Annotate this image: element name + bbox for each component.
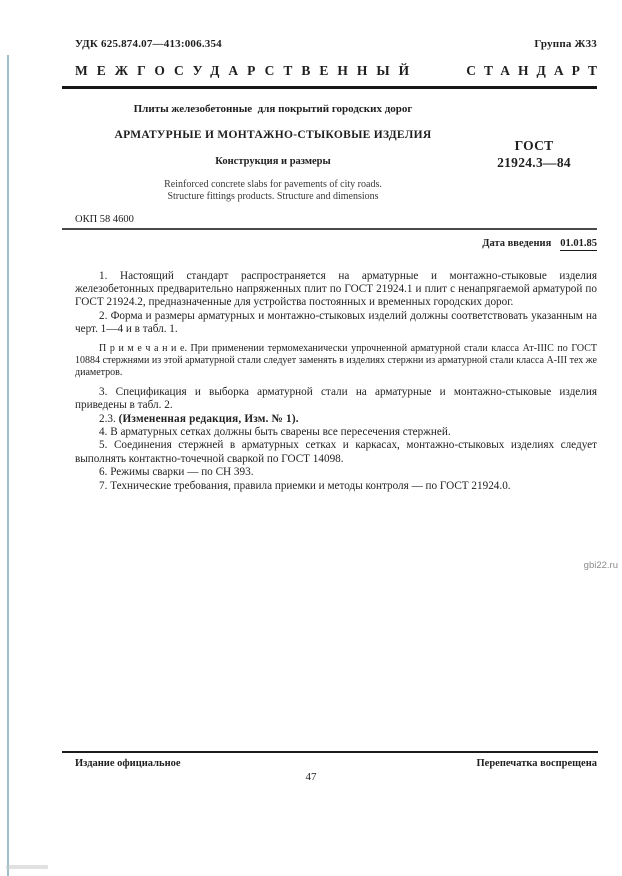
title-subtitle: Конструкция и размеры	[215, 156, 331, 167]
paragraph-scope: 1. Настоящий стандарт распространяется на арматурные и монтажно-стыковые изделия железобетонных предварительно напряженных плит по ГОСТ 21924.1 и плит с ненапрягаемой арматурой по ГОСТ 21924.2, предназначенные для устройства постоянных и временных городских дорог.	[75, 269, 597, 309]
title-english-line1: Reinforced concrete slabs for pavements of city roads.	[164, 179, 382, 190]
group-code: Группа Ж33	[534, 38, 597, 50]
standard-type-word-2: СТАНДАРТ	[466, 63, 605, 78]
title-block	[75, 103, 597, 202]
title-main: АРМАТУРНЫЕ И МОНТАЖНО-СТЫКОВЫЕ ИЗДЕЛИЯ	[114, 129, 432, 141]
paragraph-specification: 3. Спецификация и выборка арматурной стали на арматурные и монтажно-стыковые изделия приведены в табл. 2.	[75, 385, 597, 412]
header-row	[75, 38, 597, 50]
paragraph-amendment	[75, 413, 597, 426]
footer-edition-label: Издание официальное	[75, 758, 181, 769]
designation-line1: ГОСТ	[514, 138, 554, 153]
page-number: 47	[305, 771, 317, 783]
amendment-prefix: 2.3.	[99, 412, 119, 425]
amendment-bold-text: (Измененная редакция, Изм. № 1).	[118, 412, 299, 425]
effective-date	[75, 238, 597, 249]
document-body	[75, 270, 597, 494]
title-english-line2: Structure fittings products. Structure and dimensions	[167, 190, 379, 202]
heading-rule	[62, 86, 597, 89]
footer-row	[75, 758, 597, 769]
paragraph-rod-joints: 5. Соединения стержней в арматурных сетках и каркасах, монтажно-стыковых изделиях следует выполнять контактно-точечной сваркой по ГОСТ 14098.	[75, 439, 597, 465]
effective-date-value: 01.01.85	[560, 237, 597, 249]
standard-type-heading	[75, 63, 605, 79]
footer-reprint-label: Перепечатка воспрещена	[476, 758, 597, 769]
scan-edge-line	[7, 55, 9, 876]
okp-code: ОКП 58 4600	[75, 214, 134, 225]
effective-date-label: Дата введения	[482, 237, 552, 249]
paragraph-welding-modes: 6. Режимы сварки — по СН 393.	[99, 466, 254, 479]
title-subject: Плиты железобетонные для покрытий городских дорог	[133, 103, 413, 115]
okp-rule	[62, 228, 597, 230]
paragraph-mesh-welding: 4. В арматурных сетках должны быть сварены все пересечения стержней.	[99, 425, 451, 438]
standard-type-word-1: МЕЖГОСУДАРСТВЕННЫЙ	[75, 63, 419, 78]
site-watermark: gbi22.ru	[583, 560, 618, 571]
scan-artifact	[6, 865, 48, 869]
paragraph-shape-dimensions: 2. Форма и размеры арматурных и монтажно-стыковых изделий должны соответствовать указанным на черт. 1—4 и в табл. 1.	[75, 309, 597, 336]
title-english	[75, 179, 471, 202]
designation-line2: 21924.3—84	[497, 155, 571, 170]
udk-code: УДК 625.874.07—413:006.354	[75, 38, 222, 50]
paragraph-technical-requirements: 7. Технические требования, правила приемки и методы контроля — по ГОСТ 21924.0.	[99, 479, 511, 492]
footer-rule	[62, 751, 598, 753]
standard-designation	[471, 137, 597, 202]
title-column	[75, 103, 471, 202]
paragraph-note: П р и м е ч а н и е. При применении термомеханически упрочненной арматурной стали класса Ат-IIIС по ГОСТ 10884 стержнями из этой арматурной стали следует заменять в изделиях стержни из арматурной стали класса А-III тех же диаметров.	[75, 342, 597, 379]
